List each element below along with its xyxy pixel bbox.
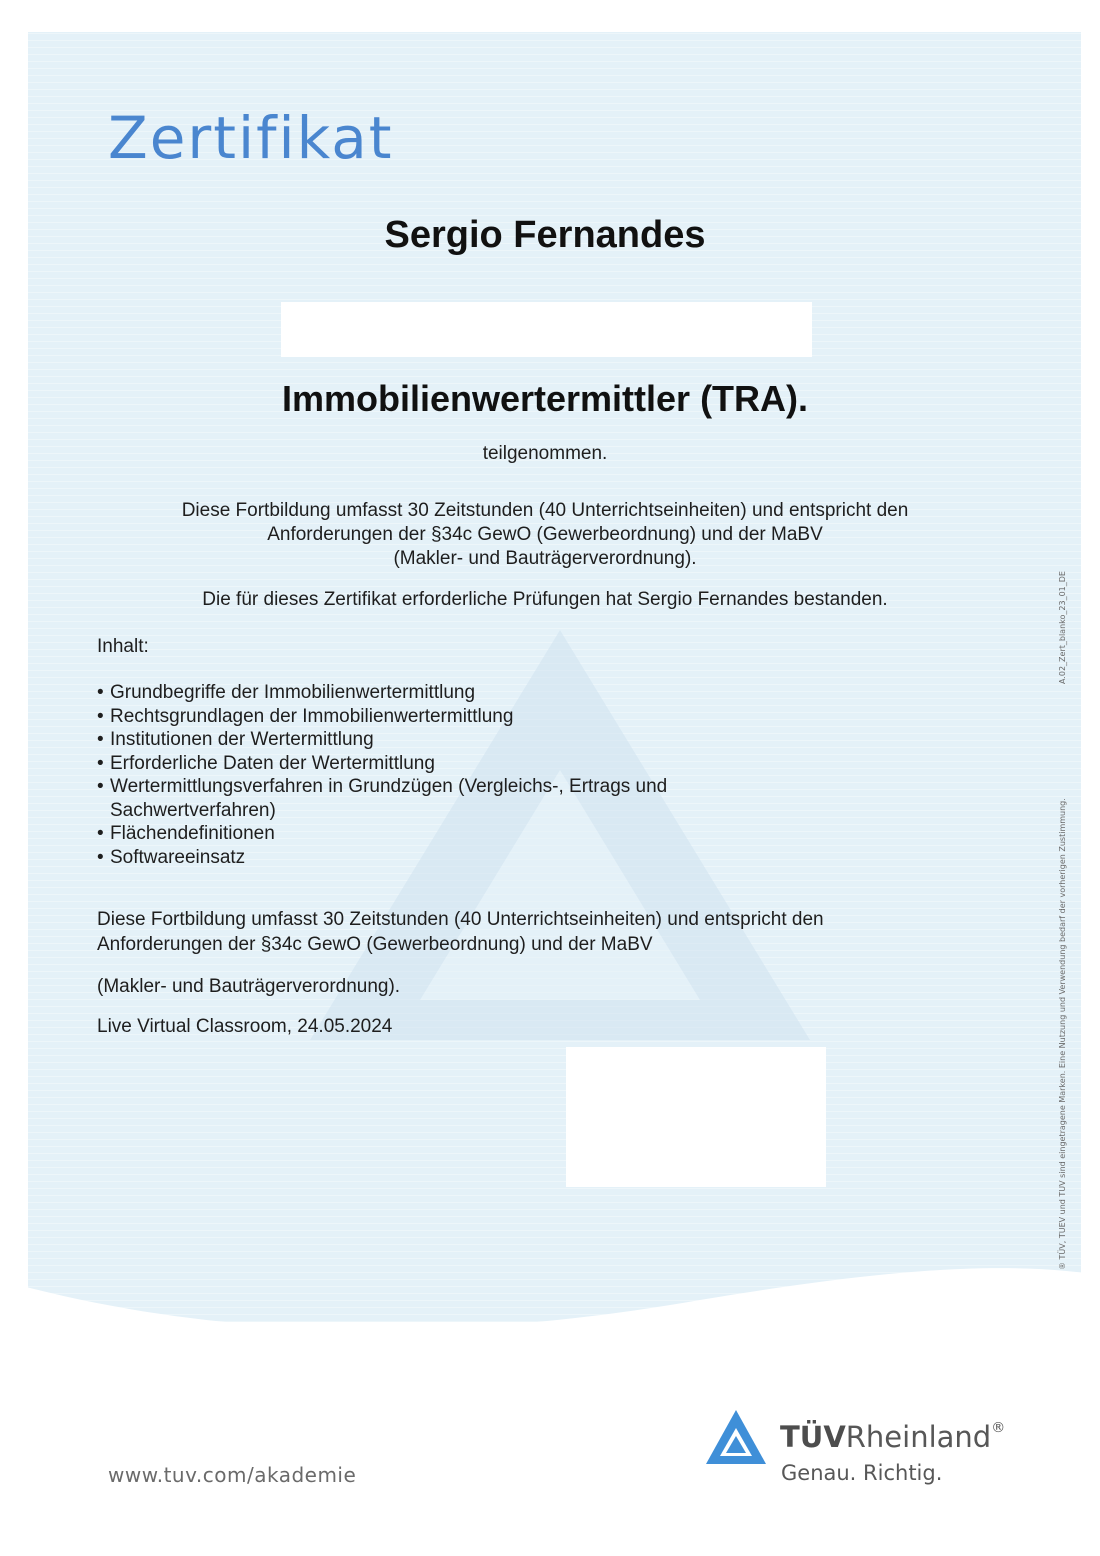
description-line: (Makler- und Bauträgerverordnung).: [97, 976, 401, 997]
content-label: Inhalt:: [97, 636, 149, 657]
trademark-notice: ® TÜV, TUEV und TUV sind eingetragene Marken. Eine Nutzung und Verwendung bedarf der vorherigen Zustimmung.: [1058, 798, 1067, 1270]
recipient-name: Sergio Fernandes: [384, 214, 706, 256]
content-list: [97, 681, 667, 869]
list-item-continuation: Sachwertverfahren): [110, 799, 276, 821]
logo-tagline: Genau. Richtig.: [781, 1461, 943, 1485]
list-item: • Wertermittlungsverfahren in Grundzügen (Vergleichs-, Ertrags und: [97, 776, 668, 797]
redacted-personal-info: [281, 302, 812, 357]
participation-text: teilgenommen.: [482, 443, 608, 464]
document-code: A.02_Zert_blanko_23_01_DE: [1058, 571, 1067, 684]
tuv-rheinland-logo: TÜVRheinland®: [780, 1420, 1006, 1454]
description-line: Anforderungen der §34c GewO (Gewerbeordnung) und der MaBV: [97, 934, 653, 955]
description-line: Diese Fortbildung umfasst 30 Zeitstunden (40 Unterrichtseinheiten) und entspricht den: [181, 500, 909, 521]
list-item: • Flächendefinitionen: [97, 823, 275, 844]
list-item: • Softwareeinsatz: [97, 846, 246, 868]
description-line: Anforderungen der §34c GewO (Gewerbeordnung) und der MaBV: [267, 524, 823, 545]
certificate-title: Zertifikat: [108, 104, 394, 172]
list-item: • Institutionen der Wertermittlung: [97, 729, 374, 750]
list-item: • Grundbegriffe der Immobilienwertermittlung: [97, 682, 476, 703]
description-line: Diese Fortbildung umfasst 30 Zeitstunden (40 Unterrichtseinheiten) und entspricht den: [97, 909, 824, 930]
footer-url: www.tuv.com/akademie: [108, 1463, 357, 1487]
list-item: • Rechtsgrundlagen der Immobilienwertermittlung: [97, 705, 514, 727]
redacted-signature: [566, 1047, 826, 1187]
bottom-wave: [0, 1240, 1100, 1380]
course-title: Immobilienwertermittler (TRA).: [281, 378, 809, 419]
list-item: • Erforderliche Daten der Wertermittlung: [97, 752, 435, 774]
tuv-logo-icon: [704, 1408, 768, 1466]
description-line: (Makler- und Bauträgerverordnung).: [393, 548, 697, 569]
location-date: Live Virtual Classroom, 24.05.2024: [97, 1016, 393, 1037]
exam-passed-statement: Die für dieses Zertifikat erforderliche Prüfungen hat Sergio Fernandes bestanden.: [202, 589, 888, 610]
